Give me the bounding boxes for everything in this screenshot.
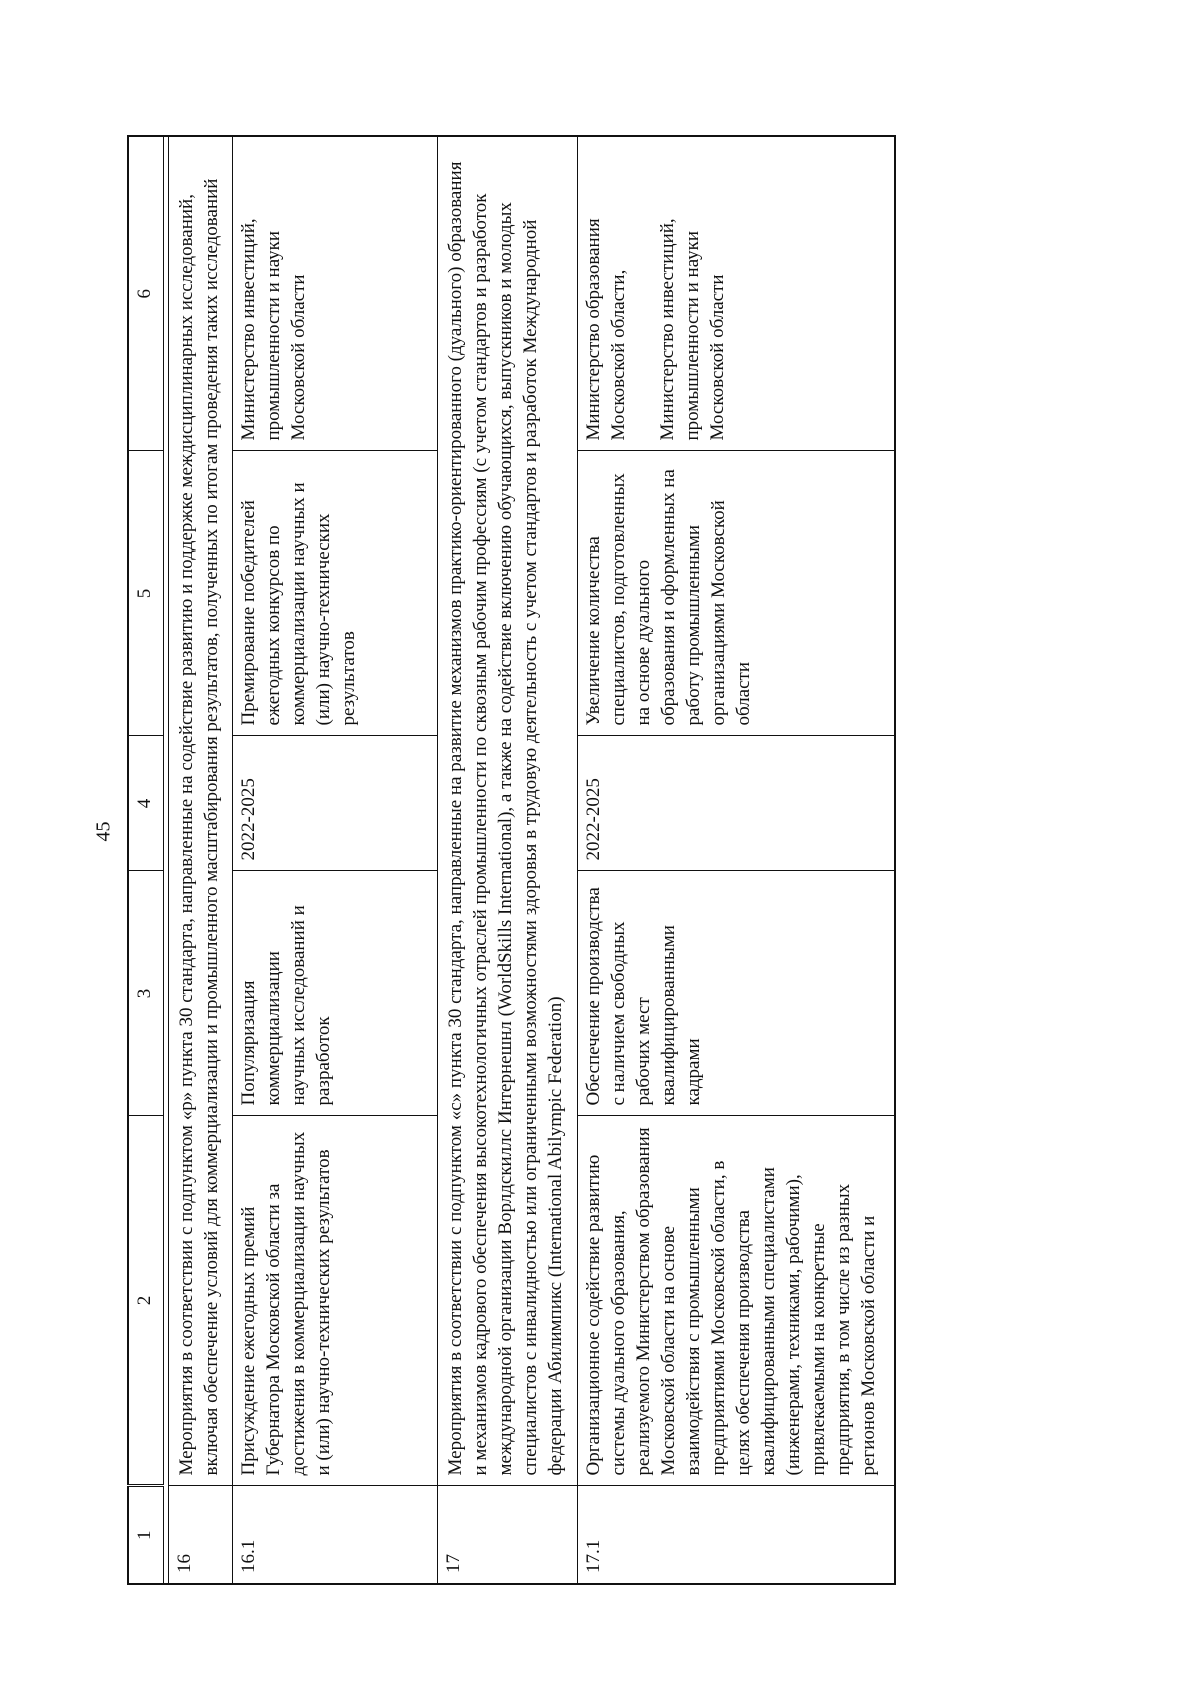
section-title: Мероприятия в соответствии с подпунктом «с» пункта 30 стандарта, направленные на развитие механизмов практико-ориентированного (дуального) образования и механизмов кадрового обеспечения высокотехнологичных отраслей промышленности по сквозным рабочим профессиям (с учетом стандартов и разработок международной организации Ворлдскиллс Интернешнл (WorldSkills International), а также на содействие включению обучающихся, выпускников и молодых специалистов с инвалидностью или ограниченными возможностями здоровья в трудовую деятельность с учетом стандартов и разработок Международной федерации Абилимпикс (International Abilympic Federation): [438, 136, 577, 1486]
executor-cell: [577, 136, 895, 451]
event-cell: Организационное содействие развитию системы дуального образования, реализуемого Министерством образования Московской области на основе взаимодействия с промышленными предприятиями Московской области, в целях обеспечения производства квалифицированными специалистами (инженерами, техниками, рабочими), привлекаемыми на конкретные предприятия, в том числе из разных регионов Московской области и: [577, 1116, 895, 1486]
column-number: 1: [128, 1486, 164, 1584]
column-number-header-row: [128, 136, 164, 1584]
executor-name: Министерство образования Московской области,: [582, 218, 629, 441]
section-title: Мероприятия в соответствии с подпунктом «р» пункта 30 стандарта, направленные на содействие развитию и поддержке междисциплинарных исследований, включая обеспечение условий для коммерциализации и промышленного масштабирования результатов, полученных по итогам проведения таких исследований: [169, 136, 233, 1486]
section-row: [438, 136, 577, 1584]
period-cell: 2022-2025: [233, 736, 438, 871]
goal-cell: Обеспечение производства с наличием свободных рабочих мест квалифицированными кадрами: [577, 871, 895, 1116]
executor-cell: [233, 136, 438, 451]
page-number: 45: [92, 821, 115, 842]
column-number: 6: [128, 136, 164, 451]
result-cell: Премирование победителей ежегодных конкурсов по коммерциализации научных и (или) научно-технических результатов: [233, 451, 438, 736]
event-cell: Присуждение ежегодных премий Губернатора Московской области за достижения в коммерциализации научных и (или) научно-технических результатов: [233, 1116, 438, 1486]
period-cell: 2022-2025: [577, 736, 895, 871]
rotated-page-content: [127, 137, 1093, 1585]
section-number: 16: [169, 1486, 233, 1584]
item-number: 16.1: [233, 1486, 438, 1584]
column-number: 2: [128, 1116, 164, 1486]
goal-cell: Популяризация коммерциализации научных исследований и разработок: [233, 871, 438, 1116]
executor-name: Министерство инвестиций, промышленности и науки Московской области: [656, 218, 728, 441]
measures-table: [127, 135, 896, 1585]
executor-name: Министерство инвестиций, промышленности и науки Московской области: [238, 218, 310, 441]
result-cell: Увеличение количества специалистов, подготовленных на основе дуального образования и оформленных на работу промышленными организациями Московской области: [577, 451, 895, 736]
section-row: [169, 136, 233, 1584]
section-number: 17: [438, 1486, 577, 1584]
item-number: 17.1: [577, 1486, 895, 1584]
column-number: 4: [128, 736, 164, 871]
executor-spacer: [631, 146, 655, 441]
table-row: [577, 136, 895, 1584]
column-number: 5: [128, 451, 164, 736]
column-number: 3: [128, 871, 164, 1116]
table-row: [233, 136, 438, 1584]
